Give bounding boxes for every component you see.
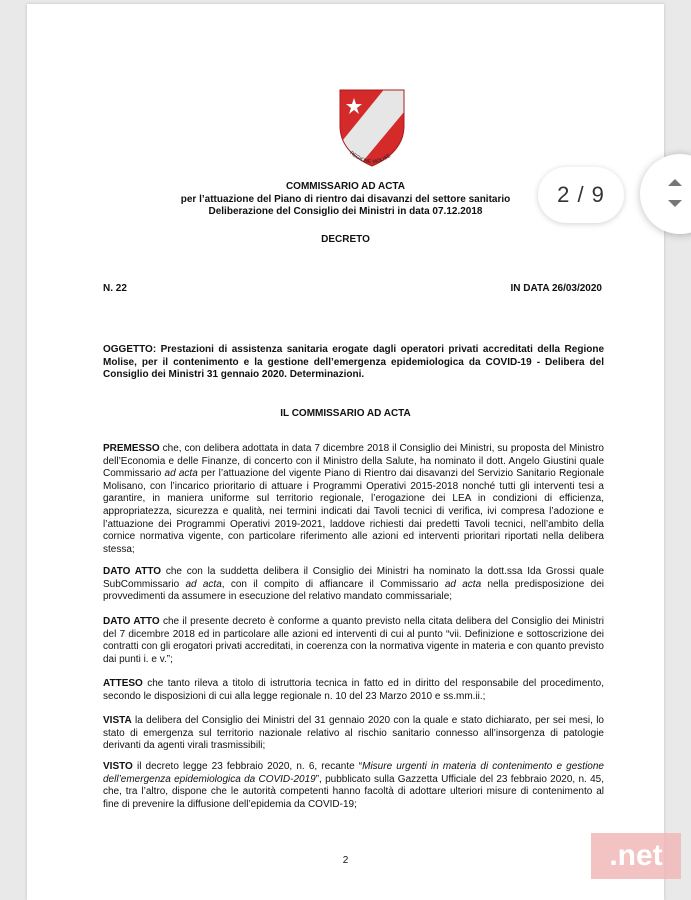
header-deliberation: Deliberazione del Consiglio dei Ministri in data 07.12.2018 (208, 206, 483, 217)
chevron-up-down-icon (662, 174, 688, 214)
section-heading: IL COMMISSARIO AD ACTA (280, 408, 411, 419)
paragraph-atteso: ATTESO che tanto rileva a titolo di istruttoria tecnica in fatto ed in diritto del responsabile del procedimento, secondo le disposizioni di cui alla legge regionale n. 10 del 23 Marzo 2010 e ss.mm.ii.; (103, 678, 604, 702)
paragraph-lead: DATO ATTO (103, 616, 160, 627)
paragraph-lead: ATTESO (103, 678, 143, 689)
paragraph-visto: VISTO il decreto legge 23 febbraio 2020, n. 6, recante “Misure urgenti in materia di contenimento e gestione dell’emergenza epidemiologica da COVID-2019”, pubblicato sulla Gazzetta Ufficiale del 23 febbraio 2020, n. 45, che, tra l’altro, dispone che le autorità competenti hanno facoltà di adottare ulteriori misure di contenimento al fine di prevenire la diffusione dell’epidemia da COVID-19; (103, 761, 604, 810)
document-page (27, 4, 664, 900)
paragraph-dato-atto-2: DATO ATTO che il presente decreto è conforme a quanto previsto nella citata delibera del Consiglio dei Ministri del 7 dicembre 2018 ed in particolare alle azioni ed interventi di cui al punto “vii. Definizione e sottoscrizione dei contratti con gli erogatori privati accreditati, in coerenza con la normativa vigente in materia e con quanto previsto dai punti i. e v.”; (103, 616, 605, 665)
paragraph-lead: PREMESSO (103, 443, 160, 454)
paragraph-vista: VISTA la delibera del Consiglio dei Ministri del 31 gennaio 2020 con la quale e stato dichiarato, per sei mesi, lo stato di emergenza sul territorio nazionale relativo al rischio sanitario connesso all’insorgenza di patologie derivanti da agenti virali trasmissibili; (103, 715, 604, 752)
crest-caption: REGIONE MOLISE (348, 150, 392, 166)
subject-paragraph: OGGETTO: Prestazioni di assistenza sanitaria erogate dagli operatori privati accreditati della Regione Molise, per il contenimento e la gestione dell’emergenza epidemiologica da COVID-19 - Delibera del Consiglio dei Ministri 31 gennaio 2020. Determinazioni. (103, 344, 604, 381)
header-subtitle: per l’attuazione del Piano di rientro dai disavanzi del settore sanitario (180, 193, 511, 205)
paragraph-premesso: PREMESSO che, con delibera adottata in data 7 dicembre 2018 il Consiglio dei Ministri, su proposta del Ministro dell’Economia e delle Finanze, di concerto con il Ministro della Salute, ha nominato il dott. Angelo Giustini quale Commissario ad acta per l’attuazione del vigente Piano di Rientro dai disavanzi del Servizio Sanitario Regionale Molisano, con l’incarico prioritario di attuare i Programmi Operativi 2015-2018 nonché tutti gli interventi tesi a garantire, in maniera uniforme sul territorio regionale, l’erogazione dei LEA in condizioni di efficienza, appropriatezza, sicurezza e qualità, nei termini indicati dai Tavoli tecnici di verifica, ivi compresa l’adozione e l’attuazione dei Programmi Operativi 2019-2021, laddove richiesti dai predetti Tavoli tecnici, nell’ambito della cornice normativa vigente, con particolare riferimento alle azioni ed interventi prioritari riportati nella delibera stessa; (103, 443, 605, 555)
regione-molise-crest-icon (334, 86, 410, 172)
decree-number: N. 22 (103, 283, 127, 294)
watermark: .net (591, 833, 681, 879)
page-indicator: 2 / 9 (538, 167, 624, 223)
decree-date: IN DATA 26/03/2020 (510, 283, 602, 294)
paragraph-dato-atto-1: DATO ATTO che con la suddetta delibera il Consiglio dei Ministri ha nominato la dott.ssa Ida Grossi quale SubCommissario ad acta, con il compito di affiancare il Commissario ad acta nella predisposizione dei provvedimenti da assumere in esecuzione del relativo mandato commissariale; (103, 566, 605, 603)
header-title: COMMISSARIO AD ACTA (285, 181, 406, 192)
paragraph-lead: VISTA (103, 715, 132, 726)
page-number: 2 (342, 855, 349, 866)
paragraph-lead: VISTO (103, 761, 133, 772)
paragraph-lead: DATO ATTO (103, 566, 162, 577)
decree-number-line (103, 283, 602, 294)
document-type: DECRETO (321, 234, 370, 245)
